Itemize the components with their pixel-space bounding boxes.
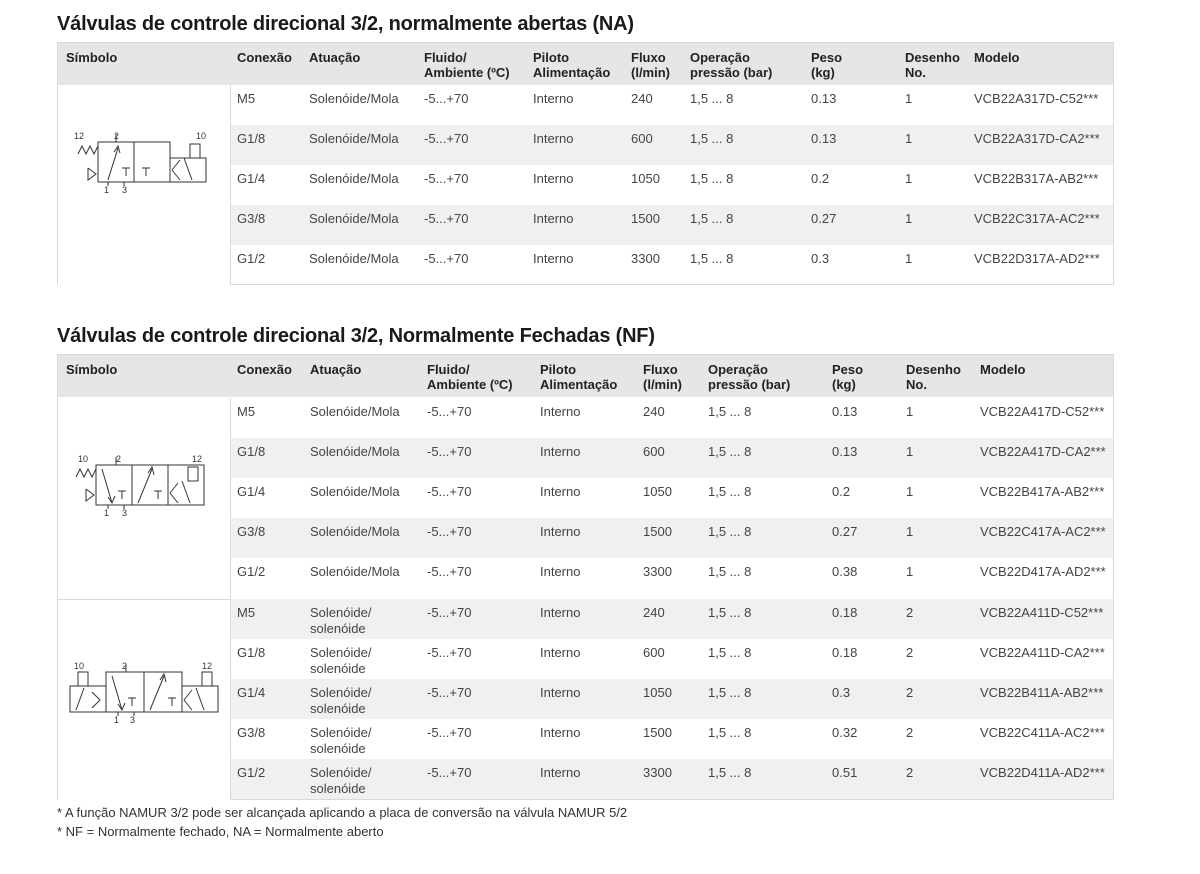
table-row — [231, 125, 1113, 165]
table-row — [231, 719, 1113, 759]
cell-fluxo: 1050 — [643, 484, 672, 499]
cell-pressao: 1,5 ... 8 — [690, 251, 734, 266]
cell-pressao: 1,5 ... 8 — [690, 131, 734, 146]
cell-conexao: G1/4 — [237, 484, 266, 499]
header-simbolo: Símbolo — [66, 50, 118, 65]
cell-pressao: 1,5 ... 8 — [708, 444, 752, 459]
cell-fluxo: 240 — [643, 605, 665, 620]
cell-modelo: VCB22A317D-CA2*** — [974, 131, 1100, 146]
cell-conexao: G3/8 — [237, 524, 266, 539]
cell-atuacao: Solenóide/Mola — [309, 131, 399, 146]
cell-piloto: Interno — [540, 524, 581, 539]
cell-desenho: 1 — [906, 484, 914, 499]
cell-piloto: Interno — [533, 171, 574, 186]
cell-piloto: Interno — [540, 564, 581, 579]
cell-piloto: Interno — [540, 404, 581, 419]
cell-fluido: -5...+70 — [424, 91, 469, 106]
cell-desenho: 2 — [906, 605, 914, 620]
cell-fluxo: 1500 — [643, 725, 672, 740]
cell-atuacao: Solenóide/ solenóide — [310, 645, 372, 676]
table-row — [231, 639, 1113, 679]
cell-desenho: 2 — [906, 685, 914, 700]
table-row — [231, 398, 1113, 438]
cell-pressao: 1,5 ... 8 — [690, 91, 734, 106]
cell-fluxo: 1500 — [643, 524, 672, 539]
symbol-label: 2 — [122, 661, 128, 671]
cell-fluido: -5...+70 — [427, 484, 472, 499]
cell-pressao: 1,5 ... 8 — [708, 404, 752, 419]
na-section-title: Válvulas de controle direcional 3/2, normalmente abertas (NA) — [57, 13, 634, 35]
cell-modelo: VCB22C417A-AC2*** — [980, 524, 1106, 539]
cell-modelo: VCB22B411A-AB2*** — [980, 685, 1104, 700]
cell-piloto: Interno — [533, 131, 574, 146]
cell-atuacao: Solenóide/ solenóide — [310, 685, 372, 716]
cell-desenho: 1 — [906, 404, 914, 419]
valve-symbol-nf-spring-icon — [68, 453, 218, 523]
footnote-namur: * A função NAMUR 3/2 pode ser alcançada aplicando a placa de conversão na válvula NAMUR 5/2 — [57, 805, 628, 820]
cell-pressao: 1,5 ... 8 — [708, 765, 752, 780]
cell-fluxo: 600 — [643, 645, 665, 660]
cell-atuacao: Solenóide/Mola — [310, 484, 400, 499]
header-atuacao: Atuação — [310, 362, 362, 377]
cell-atuacao: Solenóide/Mola — [310, 404, 400, 419]
cell-desenho: 2 — [906, 645, 914, 660]
symbol-label: 3 — [122, 508, 128, 518]
footnote-nf-na: * NF = Normalmente fechado, NA = Normalmente aberto — [57, 824, 384, 839]
cell-modelo: VCB22A417D-C52*** — [980, 404, 1105, 419]
header-fluxo: Fluxo (l/min) — [631, 50, 670, 80]
cell-atuacao: Solenóide/ solenóide — [310, 765, 372, 796]
cell-piloto: Interno — [540, 444, 581, 459]
nf-section-title: Válvulas de controle direcional 3/2, Normalmente Fechadas (NF) — [57, 325, 655, 347]
table-row — [231, 438, 1113, 478]
nf-table-header — [58, 355, 1113, 397]
cell-fluxo: 3300 — [631, 251, 660, 266]
cell-modelo: VCB22D411A-AD2*** — [980, 765, 1105, 780]
cell-fluido: -5...+70 — [427, 444, 472, 459]
cell-conexao: M5 — [237, 404, 256, 419]
table-row — [231, 245, 1113, 285]
cell-conexao: G3/8 — [237, 211, 266, 226]
cell-conexao: G1/8 — [237, 645, 266, 660]
cell-atuacao: Solenóide/Mola — [309, 211, 399, 226]
cell-piloto: Interno — [540, 645, 581, 660]
cell-piloto: Interno — [540, 484, 581, 499]
cell-modelo: VCB22D317A-AD2*** — [974, 251, 1100, 266]
cell-atuacao: Solenóide/ solenóide — [310, 725, 372, 756]
cell-atuacao: Solenóide/Mola — [309, 251, 399, 266]
cell-modelo: VCB22A317D-C52*** — [974, 91, 1099, 106]
cell-desenho: 1 — [906, 524, 914, 539]
table-row — [231, 478, 1113, 518]
cell-fluido: -5...+70 — [427, 685, 472, 700]
cell-modelo: VCB22B417A-AB2*** — [980, 484, 1105, 499]
header-piloto: Piloto Alimentação — [533, 50, 611, 80]
table-row — [231, 599, 1113, 639]
cell-pressao: 1,5 ... 8 — [690, 171, 734, 186]
cell-piloto: Interno — [533, 91, 574, 106]
header-desenho: Desenho No. — [906, 362, 961, 392]
cell-fluxo: 600 — [631, 131, 653, 146]
cell-peso: 0.3 — [832, 685, 851, 700]
cell-fluxo: 240 — [643, 404, 665, 419]
header-modelo: Modelo — [974, 50, 1020, 65]
header-operacao: Operação pressão (bar) — [690, 50, 773, 80]
cell-peso: 0.27 — [832, 524, 858, 539]
cell-piloto: Interno — [533, 211, 574, 226]
cell-fluxo: 600 — [643, 444, 665, 459]
header-fluxo: Fluxo (l/min) — [643, 362, 682, 392]
table-row — [231, 85, 1113, 125]
cell-modelo: VCB22B317A-AB2*** — [974, 171, 1099, 186]
cell-desenho: 1 — [905, 171, 913, 186]
valve-symbol-nf-double-solenoid-icon — [68, 660, 223, 730]
symbol-label: 3 — [122, 185, 128, 195]
cell-conexao: G1/2 — [237, 564, 266, 579]
cell-pressao: 1,5 ... 8 — [690, 211, 734, 226]
cell-fluido: -5...+70 — [427, 765, 472, 780]
cell-pressao: 1,5 ... 8 — [708, 564, 752, 579]
table-row — [231, 165, 1113, 205]
cell-desenho: 1 — [906, 444, 914, 459]
table-row — [231, 759, 1113, 799]
cell-desenho: 1 — [905, 91, 913, 106]
header-piloto: Piloto Alimentação — [540, 362, 618, 392]
cell-modelo: VCB22A411D-C52*** — [980, 605, 1104, 620]
cell-atuacao: Solenóide/ solenóide — [310, 605, 372, 636]
cell-conexao: G1/4 — [237, 685, 266, 700]
cell-fluxo: 240 — [631, 91, 653, 106]
cell-desenho: 1 — [905, 251, 913, 266]
table-row — [231, 558, 1113, 598]
symbol-label: 1 — [104, 185, 110, 195]
cell-fluido: -5...+70 — [424, 171, 469, 186]
cell-conexao: M5 — [237, 605, 256, 620]
cell-modelo: VCB22C411A-AC2*** — [980, 725, 1105, 740]
cell-conexao: G1/4 — [237, 171, 266, 186]
cell-fluxo: 1050 — [631, 171, 660, 186]
symbol-label: 12 — [202, 661, 213, 671]
cell-conexao: G1/2 — [237, 765, 266, 780]
cell-piloto: Interno — [540, 605, 581, 620]
cell-fluxo: 3300 — [643, 564, 672, 579]
cell-fluido: -5...+70 — [427, 524, 472, 539]
cell-pressao: 1,5 ... 8 — [708, 605, 752, 620]
cell-fluido: -5...+70 — [427, 605, 472, 620]
header-fluido: Fluido/ Ambiente (ºC) — [427, 362, 513, 392]
header-peso: Peso (kg) — [832, 362, 864, 392]
cell-pressao: 1,5 ... 8 — [708, 725, 752, 740]
cell-peso: 0.13 — [811, 131, 837, 146]
cell-peso: 0.32 — [832, 725, 858, 740]
nf-symbol-cell-1 — [58, 398, 231, 599]
header-fluido: Fluido/ Ambiente (ºC) — [424, 50, 510, 80]
header-desenho: Desenho No. — [905, 50, 960, 80]
header-simbolo: Símbolo — [66, 362, 118, 377]
table-row — [231, 518, 1113, 558]
cell-modelo: VCB22A417D-CA2*** — [980, 444, 1106, 459]
cell-modelo: VCB22A411D-CA2*** — [980, 645, 1105, 660]
cell-fluxo: 1050 — [643, 685, 672, 700]
header-conexao: Conexão — [237, 362, 292, 377]
cell-fluido: -5...+70 — [424, 211, 469, 226]
symbol-label: 12 — [74, 131, 85, 141]
cell-peso: 0.2 — [811, 171, 830, 186]
symbol-label: 10 — [74, 661, 85, 671]
cell-atuacao: Solenóide/Mola — [310, 444, 400, 459]
cell-piloto: Interno — [540, 765, 581, 780]
cell-peso: 0.18 — [832, 645, 858, 660]
cell-peso: 0.18 — [832, 605, 858, 620]
header-modelo: Modelo — [980, 362, 1026, 377]
cell-fluxo: 3300 — [643, 765, 672, 780]
valve-symbol-na-icon — [68, 130, 218, 200]
na-table-header — [58, 43, 1113, 85]
header-operacao: Operação pressão (bar) — [708, 362, 791, 392]
cell-peso: 0.2 — [832, 484, 851, 499]
nf-symbol-cell-2 — [58, 599, 231, 800]
symbol-label: 10 — [78, 454, 89, 464]
cell-peso: 0.51 — [832, 765, 858, 780]
cell-conexao: M5 — [237, 91, 256, 106]
cell-peso: 0.38 — [832, 564, 858, 579]
cell-atuacao: Solenóide/Mola — [310, 524, 400, 539]
cell-desenho: 1 — [905, 211, 913, 226]
na-table — [57, 42, 1114, 285]
na-symbol-cell — [58, 85, 231, 285]
cell-atuacao: Solenóide/Mola — [310, 564, 400, 579]
cell-fluido: -5...+70 — [427, 564, 472, 579]
symbol-label: 12 — [192, 454, 203, 464]
cell-fluido: -5...+70 — [427, 404, 472, 419]
cell-fluido: -5...+70 — [427, 645, 472, 660]
cell-conexao: G1/2 — [237, 251, 266, 266]
symbol-label: 1 — [114, 715, 120, 725]
cell-pressao: 1,5 ... 8 — [708, 645, 752, 660]
cell-fluido: -5...+70 — [427, 725, 472, 740]
cell-peso: 0.3 — [811, 251, 830, 266]
symbol-label: 10 — [196, 131, 207, 141]
cell-atuacao: Solenóide/Mola — [309, 91, 399, 106]
cell-piloto: Interno — [540, 725, 581, 740]
cell-desenho: 2 — [906, 765, 914, 780]
header-atuacao: Atuação — [309, 50, 361, 65]
cell-fluido: -5...+70 — [424, 131, 469, 146]
cell-pressao: 1,5 ... 8 — [708, 685, 752, 700]
symbol-label: 2 — [114, 131, 120, 141]
nf-table — [57, 354, 1114, 800]
cell-piloto: Interno — [533, 251, 574, 266]
table-row — [231, 679, 1113, 719]
symbol-label: 1 — [104, 508, 110, 518]
cell-peso: 0.27 — [811, 211, 837, 226]
cell-conexao: G1/8 — [237, 131, 266, 146]
cell-peso: 0.13 — [811, 91, 837, 106]
cell-fluxo: 1500 — [631, 211, 660, 226]
cell-pressao: 1,5 ... 8 — [708, 524, 752, 539]
cell-desenho: 1 — [905, 131, 913, 146]
header-peso: Peso (kg) — [811, 50, 843, 80]
cell-desenho: 1 — [906, 564, 914, 579]
cell-atuacao: Solenóide/Mola — [309, 171, 399, 186]
cell-conexao: G1/8 — [237, 444, 266, 459]
cell-peso: 0.13 — [832, 404, 858, 419]
cell-desenho: 2 — [906, 725, 914, 740]
cell-pressao: 1,5 ... 8 — [708, 484, 752, 499]
cell-peso: 0.13 — [832, 444, 858, 459]
header-conexao: Conexão — [237, 50, 292, 65]
cell-piloto: Interno — [540, 685, 581, 700]
table-row — [231, 205, 1113, 245]
symbol-label: 2 — [116, 454, 122, 464]
symbol-label: 3 — [130, 715, 136, 725]
cell-conexao: G3/8 — [237, 725, 266, 740]
cell-fluido: -5...+70 — [424, 251, 469, 266]
cell-modelo: VCB22C317A-AC2*** — [974, 211, 1100, 226]
cell-modelo: VCB22D417A-AD2*** — [980, 564, 1106, 579]
